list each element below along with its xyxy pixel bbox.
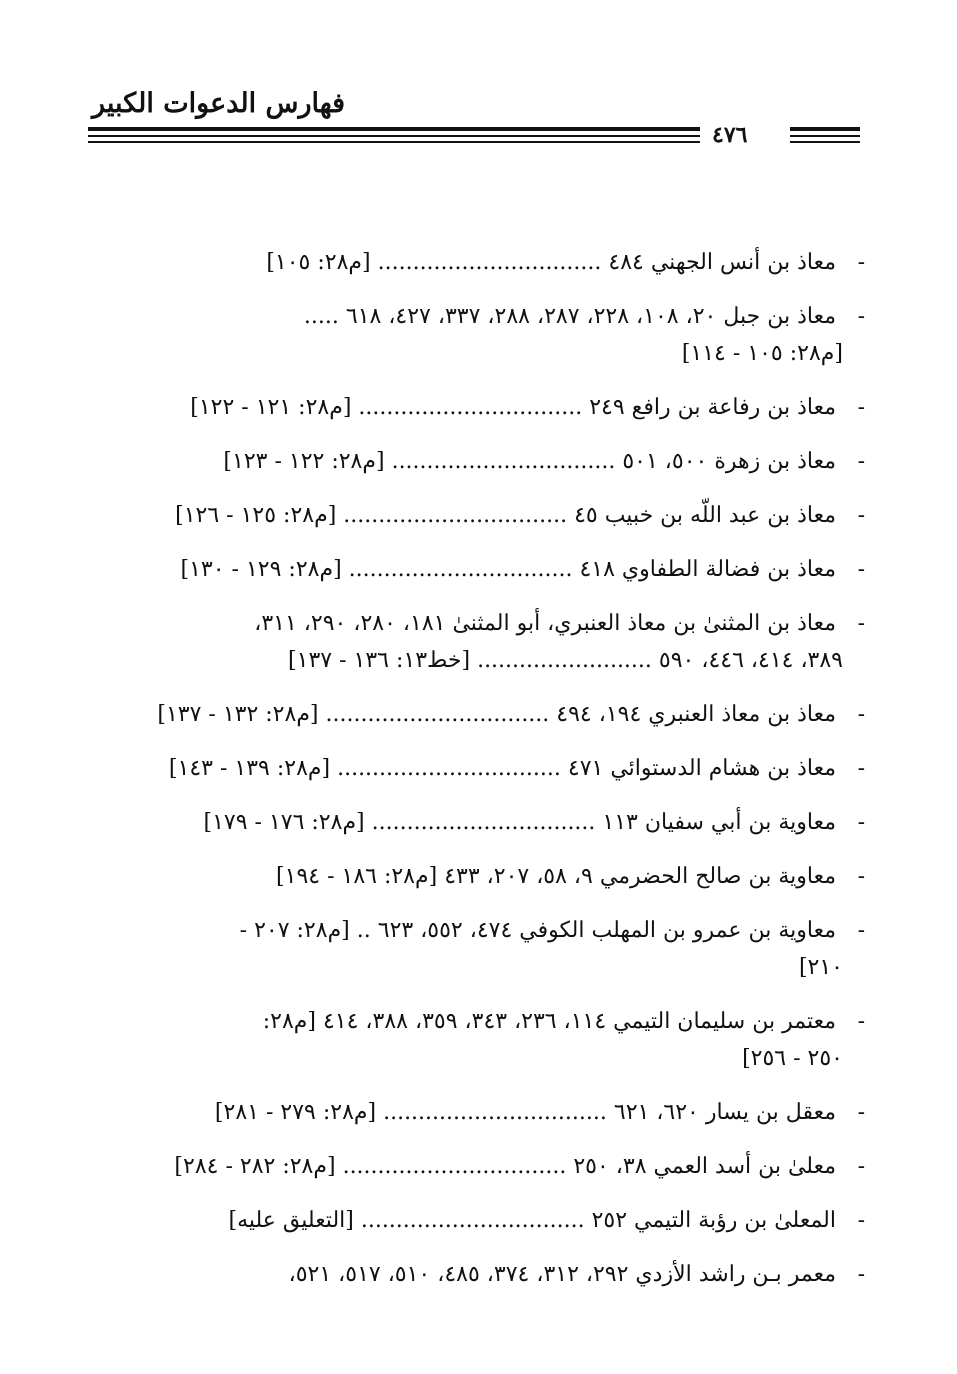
index-entry: - معاوية بن صالح الحضرمي ٩، ٥٨، ٢٠٧، ٤٣٣ [م٢٨: ١٨٦ - ١٩٤]: [276, 864, 865, 889]
index-entry: - معلىٰ بن أسد العمي ٣٨، ٢٥٠ ................................ [م٢٨: ٢٨٢ - ٢٨٤]: [174, 1154, 865, 1179]
index-entry: - معاذ بن جبل ٢٠، ١٠٨، ٢٢٨، ٢٨٧، ٢٨٨، ٣٣٧، ٤٢٧، ٦١٨ ..... [م٢٨: ١٠٥ - ١١٤]: [88, 298, 865, 372]
page-number: ٤٧٦: [712, 122, 748, 148]
entry-text-continuation: ٣٨٩، ٤١٤، ٤٤٦، ٥٩٠ ......................... [خط١٣: ١٣٦ - ١٣٧]: [288, 648, 843, 673]
index-entry: - معاذ بن فضالة الطفاوي ٤١٨ ................................ [م٢٨: ١٢٩ - ١٣٠]: [180, 557, 865, 582]
entry-text: معاوية بن عمرو بن المهلب الكوفي ٤٧٤، ٥٥٢، ٦٢٣ .. [م٢٨: ٢٠٧ -: [239, 918, 836, 943]
index-entry: - معتمر بن سليمان التيمي ١١٤، ٢٣٦، ٣٤٣، ٣٥٩، ٣٨٨، ٤١٤ [م٢٨: ٢٥٠ - ٢٥٦]: [88, 1003, 865, 1077]
header-rule: [790, 141, 860, 143]
index-entry: - معاذ بن عبد اللّه بن خبيب ٤٥ ................................ [م٢٨: ١٢٥ - ١٢٦]: [175, 503, 865, 528]
index-entry: - معاوية بن أبي سفيان ١١٣ ................................ [م٢٨: ١٧٦ - ١٧٩]: [203, 810, 865, 835]
index-entry-list: [88, 244, 865, 1293]
index-entry: - معاذ بن المثنىٰ بن معاذ العنبري، أبو المثنىٰ ١٨١، ٢٨٠، ٢٩٠، ٣١١، ٣٨٩، ٤١٤، ٤٤٦، ٥٩٠ ......................... [خط١٣: ١٣٦ - ١٣٧]: [88, 605, 865, 679]
header-rule: [790, 135, 860, 137]
header-rule: [88, 135, 700, 137]
index-entry: - المعلىٰ بن رؤبة التيمي ٢٥٢ ................................ [التعليق عليه]: [228, 1208, 865, 1233]
index-entry: - معاذ بن معاذ العنبري ١٩٤، ٤٩٤ ................................ [م٢٨: ١٣٢ - ١٣٧]: [157, 702, 865, 727]
index-entry: - معاذ بن أنس الجهني ٤٨٤ ................................ [م٢٨: ١٠٥]: [266, 250, 865, 275]
entry-text: معلىٰ بن أسد العمي ٣٨، ٢٥٠ ................................ [م٢٨: ٢٨٢ - ٢٨٤]: [174, 1154, 836, 1179]
index-entry: - معاذ بن زهرة ٥٠٠، ٥٠١ ................................ [م٢٨: ١٢٢ - ١٢٣]: [223, 449, 865, 474]
entry-text: معاذ بن معاذ العنبري ١٩٤، ٤٩٤ ................................ [م٢٨: ١٣٢ - ١٣٧]: [157, 702, 836, 727]
index-entry: - معقل بن يسار ٦٢٠، ٦٢١ ................................ [م٢٨: ٢٧٩ - ٢٨١]: [214, 1100, 865, 1125]
running-header-title: فهارس الدعوات الكبير: [92, 88, 346, 119]
index-entry: - معاوية بن عمرو بن المهلب الكوفي ٤٧٤، ٥٥٢، ٦٢٣ .. [م٢٨: ٢٠٧ - ٢١٠]: [88, 912, 865, 986]
entry-text: معتمر بن سليمان التيمي ١١٤، ٢٣٦، ٣٤٣، ٣٥٩، ٣٨٨، ٤١٤ [م٢٨:: [262, 1009, 836, 1034]
index-entry: - معاذ بن هشام الدستوائي ٤٧١ ................................ [م٢٨: ١٣٩ - ١٤٣]: [168, 756, 865, 781]
entry-text-continuation: [م٢٨: ١٠٥ - ١١٤]: [681, 341, 843, 366]
entry-text: معاذ بن هشام الدستوائي ٤٧١ ................................ [م٢٨: ١٣٩ - ١٤٣]: [168, 756, 836, 781]
entry-text: معاذ بن المثنىٰ بن معاذ العنبري، أبو المثنىٰ ١٨١، ٢٨٠، ٢٩٠، ٣١١،: [254, 611, 836, 636]
entry-text: معاذ بن فضالة الطفاوي ٤١٨ ................................ [م٢٨: ١٢٩ - ١٣٠]: [180, 557, 836, 582]
entry-text: معاوية بن أبي سفيان ١١٣ ................................ [م٢٨: ١٧٦ - ١٧٩]: [203, 810, 836, 835]
entry-text: معاذ بن أنس الجهني ٤٨٤ ................................ [م٢٨: ١٠٥]: [266, 250, 836, 275]
index-entry: - معمر بـن راشد الأزدي ٢٩٢، ٣١٢، ٣٧٤، ٤٨٥، ٥١٠، ٥١٧، ٥٢١،: [288, 1262, 865, 1287]
entry-text: معاذ بن رفاعة بن رافع ٢٤٩ ................................ [م٢٨: ١٢١ - ١٢٢]: [190, 395, 836, 420]
entry-text: معاذ بن عبد اللّه بن خبيب ٤٥ ................................ [م٢٨: ١٢٥ - ١٢٦]: [175, 503, 836, 528]
entry-text: معاذ بن جبل ٢٠، ١٠٨، ٢٢٨، ٢٨٧، ٢٨٨، ٣٣٧، ٤٢٧، ٦١٨ .....: [303, 304, 836, 329]
entry-text: معمر بـن راشد الأزدي ٢٩٢، ٣١٢، ٣٧٤، ٤٨٥، ٥١٠، ٥١٧، ٥٢١،: [288, 1262, 836, 1287]
entry-text: معاوية بن صالح الحضرمي ٩، ٥٨، ٢٠٧، ٤٣٣ [م٢٨: ١٨٦ - ١٩٤]: [276, 864, 836, 889]
entry-text-continuation: ٢١٠]: [798, 955, 843, 980]
header-rule: [88, 141, 700, 143]
entry-text: المعلىٰ بن رؤبة التيمي ٢٥٢ ................................ [التعليق عليه]: [228, 1208, 836, 1233]
entry-text: معاذ بن زهرة ٥٠٠، ٥٠١ ................................ [م٢٨: ١٢٢ - ١٢٣]: [223, 449, 836, 474]
header-rule: [88, 127, 700, 131]
header-rule: [790, 127, 860, 131]
index-entry: - معاذ بن رفاعة بن رافع ٢٤٩ ................................ [م٢٨: ١٢١ - ١٢٢]: [190, 395, 865, 420]
entry-text-continuation: ٢٥٠ - ٢٥٦]: [742, 1046, 843, 1071]
entry-text: معقل بن يسار ٦٢٠، ٦٢١ ................................ [م٢٨: ٢٧٩ - ٢٨١]: [214, 1100, 836, 1125]
